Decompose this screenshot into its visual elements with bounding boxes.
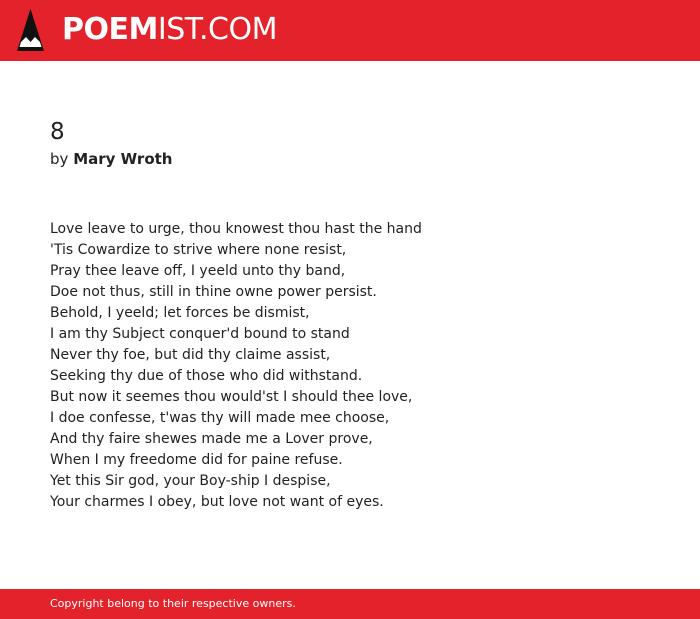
site-footer xyxy=(0,589,700,619)
poem-line: Behold, I yeeld; let forces be dismist, xyxy=(50,305,310,321)
site-logo[interactable] xyxy=(62,12,277,48)
poem-line: 'Tis Cowardize to strive where none resist, xyxy=(50,242,347,258)
poem-line: Seeking thy due of those who did withstand. xyxy=(50,368,363,384)
poem-body xyxy=(50,219,670,513)
poem-line: But now it seemes thou would'st I should thee love, xyxy=(50,389,413,405)
logo-light-text: IST.COM xyxy=(157,12,277,47)
pencil-tip-icon[interactable] xyxy=(17,9,44,51)
site-header xyxy=(0,0,700,61)
logo-bold-text: POEM xyxy=(62,12,158,47)
poem-line: Yet this Sir god, your Boy-ship I despise, xyxy=(50,473,331,489)
poem-title: 8 xyxy=(50,119,65,145)
poem-line: Never thy foe, but did thy claime assist, xyxy=(50,347,331,363)
poem-line: I am thy Subject conquer'd bound to stand xyxy=(50,326,350,342)
poem-line: Love leave to urge, thou knowest thou hast the hand xyxy=(50,221,422,237)
poem-line: And thy faire shewes made me a Lover prove, xyxy=(50,431,373,447)
poem-line: When I my freedome did for paine refuse. xyxy=(50,452,343,468)
poem-line: Your charmes I obey, but love not want of eyes. xyxy=(50,494,384,510)
poem-line: I doe confesse, t'was thy will made mee choose, xyxy=(50,410,390,426)
by-label: by xyxy=(50,150,69,168)
poem-byline xyxy=(50,149,172,169)
copyright-text: Copyright belong to their respective owners. xyxy=(50,597,296,610)
poem-line: Doe not thus, still in thine owne power persist. xyxy=(50,284,377,300)
poem-author: Mary Wroth xyxy=(73,150,173,168)
poem-line: Pray thee leave off, I yeeld unto thy band, xyxy=(50,263,346,279)
